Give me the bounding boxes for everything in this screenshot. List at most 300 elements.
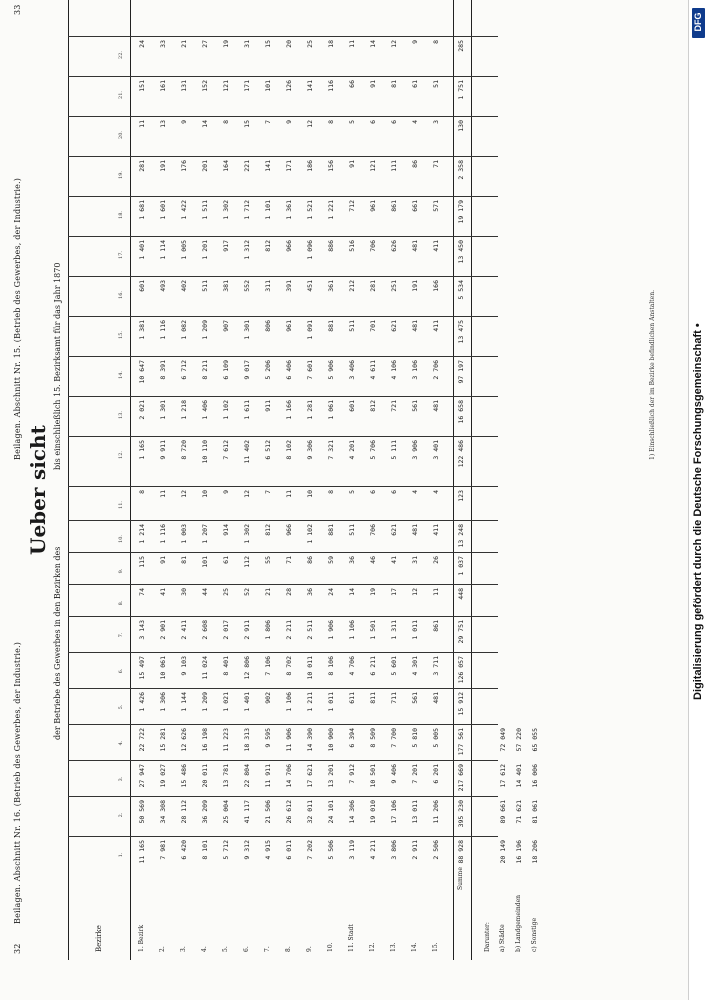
table-cell: 1 102 [222,400,230,420]
row-label: 2. [159,946,166,952]
table-cell: 5 [348,490,356,494]
table-cell: 552 [243,280,251,292]
table-cell: 1 306 [159,692,167,712]
table-cell: 11 [348,40,356,48]
row-label: c) Sonstige [531,918,538,952]
total-rule [453,0,454,960]
table-cell: 21 506 [264,800,272,824]
title-left: Ueber [26,487,50,555]
table-cell: 24 101 [327,800,335,824]
total-label: Summe [457,867,464,890]
table-cell: 8 [327,490,335,494]
table-cell: 6 [369,120,377,124]
table-cell: 1 096 [306,240,314,260]
table-cell: 907 [222,320,230,332]
table-cell: 24 [327,588,335,596]
table-cell: 24 [138,40,146,48]
total-cell: 1 037 [457,556,465,576]
table-cell: 18 206 [531,840,539,864]
table-row [409,0,423,960]
table-cell: 14 390 [306,728,314,752]
table-cell: 46 [369,556,377,564]
column-divider [68,616,498,617]
row-label: 9. [306,946,313,952]
column-divider [68,486,498,487]
watermark-text: Digitalisierung gefördert durch die Deutsche Forschungsgemeinschaft • [692,323,704,700]
row-label: 1. Bezirk [138,924,145,952]
table-cell: 3 806 [390,840,398,860]
total-cell: 13 450 [457,240,465,264]
table-cell: 1 281 [306,400,314,420]
table-cell: 8 [222,120,230,124]
table-cell: 1 003 [180,524,188,544]
table-cell: 1 312 [243,240,251,260]
table-cell: 911 [264,400,272,412]
total-cell: 97 197 [457,360,465,384]
table-cell: 13 011 [411,800,419,824]
total-cell: 217 669 [457,764,465,792]
table-cell: 812 [369,400,377,412]
table-cell: 10 110 [201,440,209,464]
table-cell: 2 211 [285,620,293,640]
table-cell: 57 220 [515,728,523,752]
header-bottom-rule [130,0,131,960]
table-cell: 101 [264,80,272,92]
table-cell: 116 [327,80,335,92]
table-cell: 481 [432,692,440,704]
table-cell: 71 [432,160,440,168]
table-cell: 28 112 [180,800,188,824]
table-cell: 8 509 [369,728,377,748]
table-cell: 7 [264,120,272,124]
table-cell: 11 [432,588,440,596]
table-cell: 11 223 [222,728,230,752]
table-cell: 3 711 [432,656,440,676]
table-cell: 881 [327,320,335,332]
table-row [199,0,213,960]
table-cell: 4 201 [348,440,356,460]
table-cell: 1 106 [348,620,356,640]
table-cell: 1 102 [306,524,314,544]
row-label: 3. [180,946,187,952]
table-cell: 3 906 [411,440,419,460]
table-cell: 65 055 [531,728,539,752]
table-cell: 81 [390,80,398,88]
table-cell: 6 406 [285,360,293,380]
table-cell: 381 [222,280,230,292]
table-cell: 4 301 [411,656,419,676]
table-cell: 101 [201,556,209,568]
row-label: 15. [432,942,439,952]
table-cell: 9 306 [306,440,314,460]
column-divider [68,76,498,77]
table-cell: 11 [285,490,293,498]
table-cell: 1 302 [222,200,230,220]
table-cell: 1 712 [243,200,251,220]
subtotal-label: Darunter: [484,922,491,952]
footnote: 1) Einschließlich der im Bezirke befindlichen Anstalten. [649,290,656,460]
table-cell: 5 [348,120,356,124]
table-cell: 171 [285,160,293,172]
table-cell: 61 [222,556,230,564]
table-cell: 4 706 [348,656,356,676]
row-label: 10. [327,942,334,952]
table-cell: 50 569 [138,800,146,824]
table-cell: 15 [264,40,272,48]
table-cell: 711 [390,692,398,704]
table-cell: 212 [348,280,356,292]
title-right: sicht [26,425,50,480]
table-cell: 74 [138,588,146,596]
table-cell: 3 401 [432,440,440,460]
column-header: 1. [118,852,124,858]
table-cell: 511 [348,320,356,332]
table-cell: 12 [243,490,251,498]
table-cell: 10 011 [306,656,314,680]
table-cell: 9 911 [159,440,167,460]
table-cell: 6 [390,490,398,494]
table-cell: 25 [306,40,314,48]
table-cell: 111 [390,160,398,172]
table-cell: 7 202 [306,840,314,860]
subtitle-left: der Betriebe des Gewerbes in den Bezirken des [53,546,62,740]
table-cell: 11 906 [285,728,293,752]
table-cell: 21 [264,588,272,596]
table-cell: 112 [243,556,251,568]
table-cell: 121 [222,80,230,92]
table-cell: 7 700 [390,728,398,748]
table-cell: 2 901 [159,620,167,640]
column-header: 20. [118,131,124,139]
table-cell: 4 106 [390,360,398,380]
table-cell: 7 981 [159,840,167,860]
table-cell: 1 401 [138,240,146,260]
table-cell: 10 [201,490,209,498]
dfg-logo-text: DFG [693,12,703,32]
table-row [157,0,171,960]
table-row [325,0,339,960]
table-cell: 22 722 [138,728,146,752]
table-cell: 32 011 [306,800,314,824]
table-cell: 712 [348,200,356,212]
table-cell: 1 221 [327,200,335,220]
table-cell: 861 [390,200,398,212]
table-cell: 2 608 [201,620,209,640]
total-cell: 5 534 [457,280,465,300]
table-cell: 1 114 [159,240,167,260]
total-cell: 19 179 [457,200,465,224]
table-cell: 914 [222,524,230,536]
row-label: 7. [264,946,271,952]
table-cell: 59 [327,556,335,564]
table-cell: 126 [285,80,293,92]
total-cell: 130 [457,120,465,132]
table-cell: 1 214 [138,524,146,544]
table-cell: 1 218 [180,400,188,420]
table-cell: 1 165 [138,440,146,460]
table-cell: 161 [159,80,167,92]
table-cell: 561 [411,692,419,704]
table-cell: 15 497 [138,656,146,680]
table-cell: 41 [390,556,398,564]
table-cell: 3 119 [348,840,356,860]
table-cell: 34 308 [159,800,167,824]
table-cell: 1 311 [390,620,398,640]
table-cell: 14 706 [285,764,293,788]
subtotal-row [513,0,527,960]
row-label: 6. [243,946,250,952]
table-cell: 9 [285,120,293,124]
table-cell: 152 [201,80,209,92]
table-cell: 115 [138,556,146,568]
column-divider [68,796,498,797]
table-cell: 812 [264,240,272,252]
table-cell: 1 301 [159,400,167,420]
table-cell: 1 601 [159,200,167,220]
table-cell: 19 [369,588,377,596]
table-cell: 71 [285,556,293,564]
table-cell: 9 595 [264,728,272,748]
column-divider [68,356,498,357]
table-cell: 1 611 [243,400,251,420]
column-header: 6. [118,668,124,674]
table-cell: 1 361 [285,200,293,220]
table-cell: 806 [264,320,272,332]
column-header: 9. [118,568,124,574]
dfg-logo [692,8,705,38]
page-number-left: 32 [13,943,22,954]
total-cell: 285 [457,40,465,52]
table-cell: 52 [243,588,251,596]
column-header: 12. [118,451,124,459]
table-cell: 1 301 [243,320,251,340]
table-cell: 6 [390,120,398,124]
table-cell: 86 [411,160,419,168]
table-cell: 171 [243,80,251,92]
column-header: 10. [118,535,124,543]
table-cell: 10 900 [327,728,335,752]
table-cell: 9 [222,490,230,494]
table-cell: 81 061 [531,800,539,824]
table-cell: 9 406 [390,764,398,784]
table-cell: 626 [390,240,398,252]
table-cell: 7 912 [348,764,356,784]
column-header: 14. [118,371,124,379]
table-cell: 1 005 [180,240,188,260]
table-cell: 8 106 [327,656,335,676]
table-row [262,0,276,960]
table-cell: 721 [390,400,398,412]
table-row [241,0,255,960]
table-cell: 30 [180,588,188,596]
column-divider [68,236,498,237]
table-cell: 481 [411,524,419,536]
table-cell: 11 206 [432,800,440,824]
running-head-left: Beilagen. Abschnitt Nr. 16. (Betrieb des Gewerbes, der Industrie.) [13,641,22,924]
table-cell: 12 [180,490,188,498]
table-cell: 1 207 [201,524,209,544]
column-divider [68,276,498,277]
subtitle-right: bis einschließlich 15. Bezirksamt für das Jahr 1870 [53,262,62,470]
total-cell: 177 561 [457,728,465,756]
table-cell: 961 [369,200,377,212]
table-row [220,0,234,960]
table-cell: 8 102 [285,440,293,460]
table-cell: 13 [159,120,167,128]
table-cell: 6 [369,490,377,494]
table-cell: 151 [138,80,146,92]
table-cell: 14 [369,40,377,48]
table-cell: 511 [201,280,209,292]
table-cell: 27 [201,40,209,48]
total-cell: 15 912 [457,692,465,716]
column-divider [68,520,498,521]
subtotal-row [497,0,511,960]
table-cell: 9 [180,120,188,124]
column-divider [68,156,498,157]
column-header: 8. [118,600,124,606]
table-cell: 12 626 [180,728,188,752]
table-cell: 15 [243,120,251,128]
table-cell: 1 209 [201,320,209,340]
table-cell: 281 [369,280,377,292]
total-cell: 16 658 [457,400,465,424]
table-cell: 9 017 [243,360,251,380]
table-cell: 12 [306,120,314,128]
table-cell: 121 [369,160,377,172]
table-cell: 25 [222,588,230,596]
table-cell: 19 027 [159,764,167,788]
table-cell: 31 [411,556,419,564]
table-cell: 11 [159,490,167,498]
table-cell: 191 [159,160,167,172]
table-cell: 1 511 [201,200,209,220]
row-label: a) Städte [499,924,506,952]
total-cell: 29 751 [457,620,465,644]
table-cell: 221 [243,160,251,172]
table-cell: 10 061 [159,656,167,680]
table-cell: 661 [411,200,419,212]
table-top-rule [68,0,69,960]
total-cell: 88 928 [457,840,465,864]
table-cell: 8 [432,40,440,44]
table-cell: 1 091 [306,320,314,340]
table-cell: 12 [411,588,419,596]
table-cell: 164 [222,160,230,172]
table-cell: 1 011 [411,620,419,640]
column-divider [68,688,498,689]
table-cell: 14 [201,120,209,128]
row-label: 14. [411,942,418,952]
table-cell: 5 601 [390,656,398,676]
table-cell: 166 [432,280,440,292]
table-cell: 917 [222,240,230,252]
table-cell: 11 [138,120,146,128]
table-cell: 17 621 [306,764,314,788]
table-cell: 1 806 [264,620,272,640]
column-divider [68,196,498,197]
table-cell: 1 116 [159,524,167,544]
table-cell: 12 806 [243,656,251,680]
column-header: 17. [118,251,124,259]
table-cell: 7 321 [327,440,335,460]
table-cell: 7 612 [222,440,230,460]
table-row [283,0,297,960]
table-cell: 14 [348,588,356,596]
table-cell: 391 [285,280,293,292]
row-label: 12. [369,942,376,952]
table-cell: 621 [390,524,398,536]
table-row [430,0,444,960]
table-cell: 61 [411,80,419,88]
table-cell: 8 401 [222,656,230,676]
table-cell: 1 381 [138,320,146,340]
table-cell: 19 [222,40,230,48]
column-divider [68,316,498,317]
table-cell: 16 006 [531,764,539,788]
row-label: 13. [390,942,397,952]
table-cell: 141 [264,160,272,172]
table-cell: 5 810 [411,728,419,748]
table-cell: 71 621 [515,800,523,824]
table-cell: 611 [348,692,356,704]
table-cell: 31 [243,40,251,48]
table-cell: 5 206 [264,360,272,380]
table-cell: 2 017 [222,620,230,640]
table-cell: 17 612 [499,764,507,788]
table-cell: 411 [432,524,440,536]
column-divider [68,652,498,653]
table-cell: 8 101 [201,840,209,860]
table-bottom-rule [471,0,472,960]
table-cell: 26 612 [285,800,293,824]
table-cell: 886 [327,240,335,252]
table-row [304,0,318,960]
table-cell: 4 [411,490,419,494]
table-cell: 11 402 [243,440,251,464]
table-cell: 493 [159,280,167,292]
column-header: 16. [118,291,124,299]
table-cell: 5 506 [327,840,335,860]
table-cell: 22 804 [243,764,251,788]
table-cell: 91 [348,160,356,168]
table-cell: 25 004 [222,800,230,824]
table-cell: 902 [264,692,272,704]
running-head-right: Beilagen. Abschnitt Nr. 15. (Betrieb des Gewerbes, der Industrie.) [13,177,22,460]
table-cell: 311 [264,280,272,292]
table-cell: 2 511 [306,620,314,640]
table-cell: 8 702 [285,656,293,676]
table-cell: 41 117 [243,800,251,824]
table-cell: 7 106 [264,656,272,676]
table-cell: 1 211 [306,692,314,712]
table-cell: 6 201 [432,764,440,784]
table-cell: 12 [390,40,398,48]
table-cell: 281 [138,160,146,172]
table-cell: 141 [306,80,314,92]
table-row [136,0,150,960]
table-cell: 3 143 [138,620,146,640]
table-cell: 5 005 [432,728,440,748]
table-cell: 7 [264,490,272,494]
table-cell: 5 111 [390,440,398,460]
table-cell: 17 106 [390,800,398,824]
table-cell: 15 281 [159,728,167,752]
table-cell: 571 [432,200,440,212]
table-cell: 1 401 [243,692,251,712]
table-cell: 5 706 [369,440,377,460]
table-cell: 1 501 [369,620,377,640]
